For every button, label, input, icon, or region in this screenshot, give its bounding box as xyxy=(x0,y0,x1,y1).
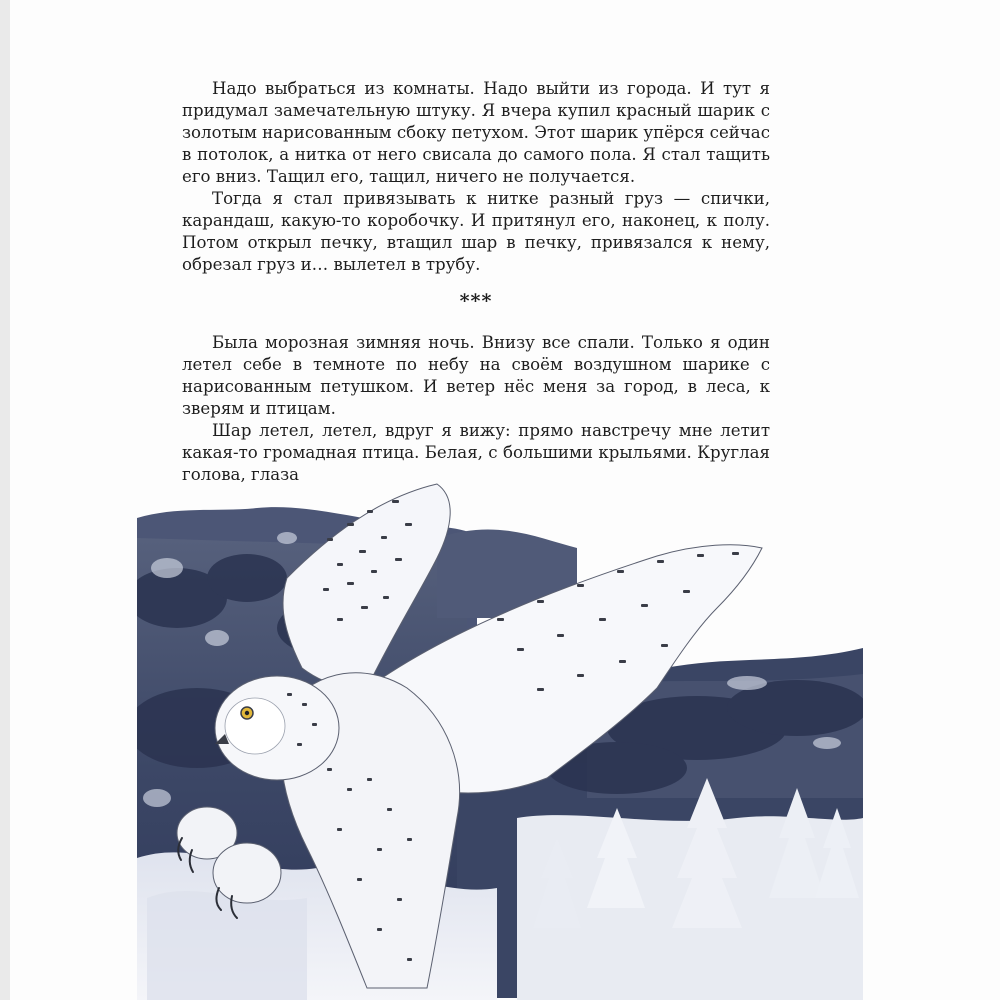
snowy-owl-illustration xyxy=(137,478,863,1000)
paragraph-4: Шар летел, летел, вдруг я вижу: прямо навстречу мне летит какая-то громадная птица. Белая, с большими крыльями. Круглая голова, глаза xyxy=(182,421,770,484)
paragraph-2: Тогда я стал привязывать к нитке разный груз — спички, карандаш, какую-то коробочку. И притянул его, наконец, к полу. Потом открыл печку, втащил шар в печку, привязался к нему, обрезал груз и… вылетел в трубу. xyxy=(182,189,770,274)
story-text xyxy=(182,78,770,486)
page-gutter-shadow xyxy=(0,0,10,1000)
paragraph-3: Была морозная зимняя ночь. Внизу все спали. Только я один летел себе в темноте по небу на своём воздушном шарике с нарисованным петушком. И ветер нёс меня за город, в леса, к зверям и птицам. xyxy=(182,333,770,418)
section-separator: *** xyxy=(459,290,493,312)
paragraph-1: Надо выбраться из комнаты. Надо выйти из города. И тут я придумал замечательную штуку. Я вчера купил красный шарик с золотым нарисованным сбоку петухом. Этот шарик упёрся сейчас в потолок, а нитка от него свисала до самого пола. Я стал тащить его вниз. Тащил его, тащил, ничего не получается. xyxy=(182,79,770,186)
